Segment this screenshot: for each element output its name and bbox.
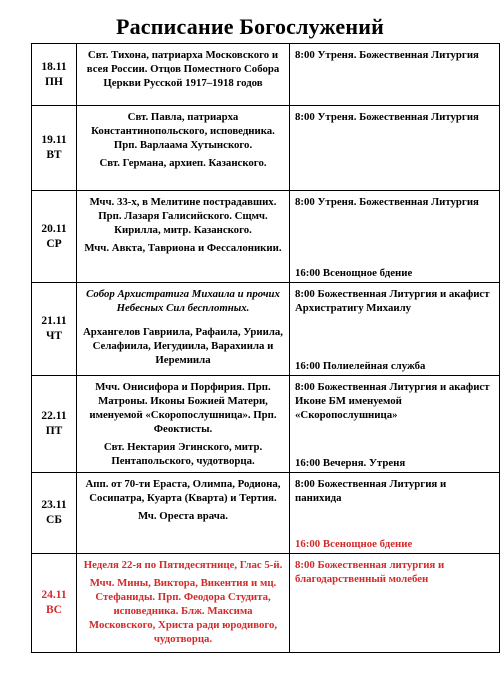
service-evening: 16:00 Полиелейная служба <box>295 360 426 372</box>
date: 22.11 <box>41 410 67 422</box>
date-cell <box>32 44 77 106</box>
schedule-row <box>32 473 500 554</box>
service-evening: 16:00 Всенощное бдение <box>295 267 413 279</box>
weekday: СР <box>46 237 62 250</box>
schedule-row <box>32 283 500 376</box>
weekday: ЧТ <box>45 330 63 342</box>
services-cell <box>290 473 500 554</box>
date: 21.11 <box>41 315 67 327</box>
schedule-table <box>31 43 500 653</box>
date: 24.11 <box>41 589 67 601</box>
schedule-row <box>32 44 500 106</box>
service-morning: 8:00 Божественная Литургия и акафист Архистратигу Михаилу <box>295 288 490 314</box>
commemoration-text: Мчч. Авкта, Тавриона и Фессалоникии. <box>84 242 282 254</box>
commemoration-text: Свт. Германа, архиеп. Казанского. <box>99 157 267 169</box>
services-cell <box>290 44 500 106</box>
schedule-row <box>32 191 500 283</box>
commemoration-text: Мчч. Мины, Виктора, Викентия и мц. Стефаниды. Прп. Феодора Студита, исповедника. Блж. Максима Московского, Христа ради юродивого, чудотворца. <box>88 577 278 645</box>
commemoration-cell <box>77 283 290 376</box>
schedule-row <box>32 376 500 473</box>
service-morning: 8:00 Утреня. Божественная Литургия <box>295 111 479 123</box>
service-morning: 8:00 Утреня. Божественная Литургия <box>295 196 479 208</box>
weekday: ВТ <box>46 149 62 161</box>
weekday: ВС <box>46 604 62 616</box>
service-evening: 16:00 Всенощное бдение <box>295 538 413 550</box>
services-cell <box>290 191 500 283</box>
weekday: ПН <box>45 75 63 88</box>
commemoration-cell <box>77 473 290 554</box>
commemoration-text: Мч. Ореста врача. <box>138 510 228 522</box>
date-cell <box>32 554 77 653</box>
commemoration-cell <box>77 191 290 283</box>
commemoration-text: Апп. от 70-ти Ераста, Олимпа, Родиона, Сосипатра, Куарта (Кварта) и Тертия. <box>85 478 281 504</box>
commemoration-text: Мчч. 33-х, в Мелитине пострадавших. Прп. Лазаря Галисийского. Сщмч. Кирилла, митр. Казанского. <box>89 196 277 236</box>
date-cell <box>32 191 77 283</box>
commemoration-cell <box>77 44 290 106</box>
commemoration-cell <box>77 376 290 473</box>
schedule-row <box>32 106 500 191</box>
weekday: ПТ <box>45 425 63 437</box>
commemoration-cell <box>77 554 290 653</box>
date-cell <box>32 473 77 554</box>
date-cell <box>32 283 77 376</box>
date: 23.11 <box>41 499 67 511</box>
page-title: Расписание Богослужений <box>115 14 385 39</box>
service-morning: 8:00 Божественная литургия и благодарственный молебен <box>295 559 445 585</box>
date: 18.11 <box>41 60 67 73</box>
service-morning: 8:00 Божественная Литургия и панихида <box>295 478 447 504</box>
services-cell <box>290 106 500 191</box>
service-evening: 16:00 Вечерня. Утреня <box>295 457 406 469</box>
commemoration-text: Свт. Тихона, патриарха Московского и всея России. Отцов Поместного Собора Церкви Русской 1917–1918 годов <box>86 49 280 89</box>
date: 20.11 <box>41 222 67 235</box>
service-morning: 8:00 Утреня. Божественная Литургия <box>295 49 479 61</box>
commemoration-text: Мчч. Онисифора и Порфирия. Прп. Матроны. Иконы Божией Матери, именуемой «Скоропослушница». Прп. Феоктисты. <box>89 381 277 435</box>
commemoration-text: Неделя 22-я по Пятидесятнице, Глас 5-й. <box>83 559 283 571</box>
date-cell <box>32 376 77 473</box>
date: 19.11 <box>41 134 67 146</box>
commemoration-text: Свт. Нектария Эгинского, митр. Пентапольского, чудотворца. <box>103 441 263 467</box>
commemoration-text: Свт. Павла, патриарха Константинопольского, исповедника. Прп. Варлаама Хутынского. <box>91 111 275 151</box>
commemoration-text: Собор Архистратига Михаила и прочих Небесных Сил бесплотных. <box>86 288 280 314</box>
commemoration-cell <box>77 106 290 191</box>
services-cell <box>290 376 500 473</box>
service-morning: 8:00 Божественная Литургия и акафист Иконе БМ именуемой «Скоропослушница» <box>295 381 490 421</box>
schedule-row <box>32 554 500 653</box>
services-cell <box>290 554 500 653</box>
date-cell <box>32 106 77 191</box>
weekday: СБ <box>46 514 62 526</box>
services-cell <box>290 283 500 376</box>
commemoration-text: Архангелов Гавриила, Рафаила, Уриила, Селафиила, Иегудиила, Варахиила и Иеремиила <box>83 326 283 366</box>
